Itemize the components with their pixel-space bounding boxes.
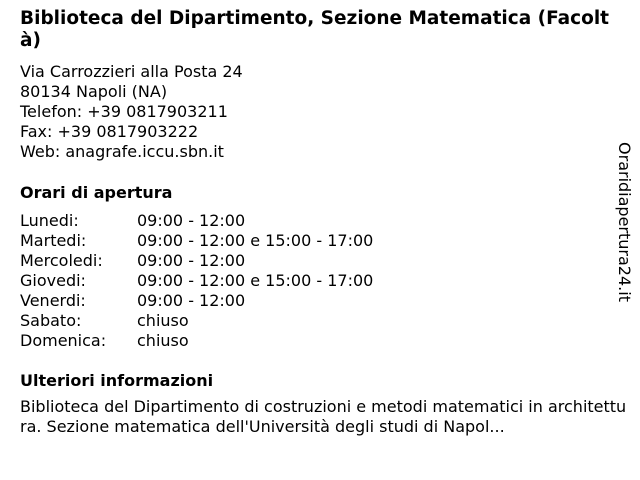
more-info-heading: Ulteriori informazioni (20, 371, 214, 390)
hours-row-tuesday (20, 231, 610, 251)
time-value: chiuso (137, 311, 189, 330)
hours-row-monday (20, 211, 610, 231)
time-value: 09:00 - 12:00 e 15:00 - 17:00 (137, 231, 374, 250)
address-block (20, 62, 610, 162)
fax-line: Fax: +39 0817903222 (20, 122, 199, 141)
phone-line: Telefon: +39 0817903211 (20, 102, 228, 121)
hours-row-saturday (20, 311, 610, 331)
day-label: Mercoledi: (20, 251, 103, 270)
hours-row-thursday (20, 271, 610, 291)
time-value: 09:00 - 12:00 (137, 291, 246, 310)
time-value: chiuso (137, 331, 189, 350)
time-value: 09:00 - 12:00 (137, 251, 246, 270)
address-street: Via Carrozzieri alla Posta 24 (20, 62, 243, 81)
time-value: 09:00 - 12:00 e 15:00 - 17:00 (137, 271, 374, 290)
time-value: 09:00 - 12:00 (137, 211, 246, 230)
address-city: 80134 Napoli (NA) (20, 82, 168, 101)
library-title: Biblioteca del Dipartimento, Sezione Matematica (Facoltà) (20, 8, 610, 51)
day-label: Venerdi: (20, 291, 86, 310)
day-label: Lunedi: (20, 211, 79, 230)
day-label: Domenica: (20, 331, 107, 350)
opening-hours-table (20, 211, 610, 351)
day-label: Giovedi: (20, 271, 86, 290)
hours-row-sunday (20, 331, 610, 351)
day-label: Martedi: (20, 231, 87, 250)
hours-row-wednesday (20, 251, 610, 271)
hours-row-friday (20, 291, 610, 311)
site-watermark: Oraridiapertura24.it (615, 142, 634, 302)
web-line: Web: anagrafe.iccu.sbn.it (20, 142, 224, 161)
more-info-text: Biblioteca del Dipartimento di costruzioni e metodi matematici in architettura. Sezione matematica dell'Università degli studi di Napol... (20, 397, 627, 436)
day-label: Sabato: (20, 311, 82, 330)
opening-hours-heading: Orari di apertura (20, 183, 173, 202)
